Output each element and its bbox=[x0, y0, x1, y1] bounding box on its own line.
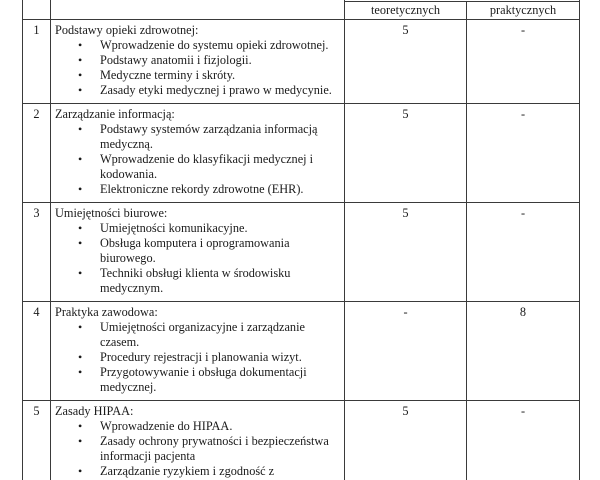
list-item-text: Medyczne terminy i skróty. bbox=[100, 68, 236, 82]
row-topic-cell bbox=[51, 104, 345, 203]
bullet-icon: • bbox=[78, 434, 83, 448]
list-item-text: Procedury rejestracji i planowania wizyt. bbox=[100, 350, 302, 364]
row-number: 1 bbox=[33, 23, 40, 37]
list-item bbox=[78, 122, 340, 152]
list-item-text: Zasady etyki medycznej i prawo w medycynie. bbox=[100, 83, 332, 97]
header-topic-cell bbox=[51, 0, 345, 20]
list-item-text: Umiejętności organizacyjne i zarządzanie czasem. bbox=[100, 320, 305, 349]
row-theory-hours: 5 bbox=[402, 23, 409, 37]
table-row bbox=[23, 401, 580, 480]
list-item bbox=[78, 419, 340, 434]
list-item bbox=[78, 434, 340, 464]
row-theory-cell bbox=[345, 20, 467, 104]
row-topic-title: Zarządzanie informacją: bbox=[55, 107, 175, 121]
table-row bbox=[23, 104, 580, 203]
list-item bbox=[78, 83, 340, 98]
syllabus-table bbox=[22, 0, 580, 480]
row-theory-hours: 5 bbox=[402, 404, 409, 418]
row-practice-cell bbox=[467, 20, 580, 104]
row-topic-list bbox=[55, 122, 340, 197]
row-topic-list bbox=[55, 221, 340, 296]
bullet-icon: • bbox=[78, 350, 83, 364]
table-header bbox=[23, 0, 580, 20]
header-practice-cell bbox=[467, 2, 580, 20]
bullet-icon: • bbox=[78, 182, 83, 196]
bullet-icon: • bbox=[78, 236, 83, 250]
list-item bbox=[78, 152, 340, 182]
list-item-text: Podstawy systemów zarządzania informacją medyczną. bbox=[100, 122, 318, 151]
row-topic-cell bbox=[51, 401, 345, 480]
bullet-icon: • bbox=[78, 83, 83, 97]
row-number-cell bbox=[23, 20, 51, 104]
list-item-text: Przygotowywanie i obsługa dokumentacji medycznej. bbox=[100, 365, 307, 394]
row-topic-cell bbox=[51, 203, 345, 302]
bullet-icon: • bbox=[78, 266, 83, 280]
list-item bbox=[78, 221, 340, 236]
row-theory-cell bbox=[345, 401, 467, 480]
row-theory-hours: 5 bbox=[402, 206, 409, 220]
row-practice-hours: 8 bbox=[519, 305, 527, 319]
row-practice-cell bbox=[467, 401, 580, 480]
list-item bbox=[78, 320, 340, 350]
bullet-icon: • bbox=[78, 122, 83, 136]
row-practice-cell bbox=[467, 302, 580, 401]
table-row bbox=[23, 302, 580, 401]
table-row bbox=[23, 20, 580, 104]
bullet-icon: • bbox=[78, 68, 83, 82]
row-practice-hours: - bbox=[520, 23, 526, 37]
row-number: 2 bbox=[33, 107, 40, 121]
row-practice-cell bbox=[467, 104, 580, 203]
list-item-text: Wprowadzenie do klasyfikacji medycznej i kodowania. bbox=[100, 152, 314, 181]
header-number-cell bbox=[23, 0, 51, 20]
row-practice-hours: - bbox=[520, 404, 526, 418]
list-item bbox=[78, 350, 340, 365]
row-theory-cell bbox=[345, 104, 467, 203]
row-number-cell bbox=[23, 302, 51, 401]
row-theory-cell bbox=[345, 203, 467, 302]
bullet-icon: • bbox=[78, 419, 83, 433]
list-item bbox=[78, 365, 340, 395]
header-practice-label: praktycznych bbox=[489, 3, 557, 17]
list-item-text: Zasady ochrony prywatności i bezpieczeństwa informacji pacjenta bbox=[100, 434, 329, 463]
row-number-cell bbox=[23, 104, 51, 203]
row-topic-title: Zasady HIPAA: bbox=[55, 404, 134, 418]
list-item bbox=[78, 68, 340, 83]
row-topic-title: Praktyka zawodowa: bbox=[55, 305, 158, 319]
row-topic-list bbox=[55, 320, 340, 395]
bullet-icon: • bbox=[78, 221, 83, 235]
row-topic-list bbox=[55, 38, 340, 98]
bullet-icon: • bbox=[78, 365, 83, 379]
list-item bbox=[78, 464, 340, 479]
list-item-text: Zarządzanie ryzykiem i zgodność z bbox=[100, 464, 275, 478]
list-item-text: Umiejętności komunikacyjne. bbox=[100, 221, 248, 235]
row-topic-list bbox=[55, 419, 340, 479]
row-number-cell bbox=[23, 203, 51, 302]
row-practice-cell bbox=[467, 203, 580, 302]
header-theory-cell bbox=[345, 2, 467, 20]
row-topic-title: Podstawy opieki zdrowotnej: bbox=[55, 23, 199, 37]
list-item bbox=[78, 266, 340, 296]
bullet-icon: • bbox=[78, 464, 83, 478]
bullet-icon: • bbox=[78, 53, 83, 67]
row-topic-cell bbox=[51, 302, 345, 401]
list-item bbox=[78, 53, 340, 68]
list-item bbox=[78, 236, 340, 266]
row-number: 4 bbox=[33, 305, 40, 319]
list-item-text: Podstawy anatomii i fizjologii. bbox=[100, 53, 252, 67]
list-item-text: Wprowadzenie do systemu opieki zdrowotnej. bbox=[100, 38, 329, 52]
row-number-cell bbox=[23, 401, 51, 480]
list-item bbox=[78, 182, 340, 197]
table-row bbox=[23, 203, 580, 302]
list-item-text: Techniki obsługi klienta w środowisku medycznym. bbox=[100, 266, 291, 295]
list-item bbox=[78, 38, 340, 53]
row-practice-hours: - bbox=[520, 107, 526, 121]
bullet-icon: • bbox=[78, 38, 83, 52]
header-theory-label: teoretycznych bbox=[371, 3, 440, 17]
row-theory-cell bbox=[345, 302, 467, 401]
list-item-text: Obsługa komputera i oprogramowania biurowego. bbox=[100, 236, 290, 265]
bullet-icon: • bbox=[78, 320, 83, 334]
list-item-text: Elektroniczne rekordy zdrowotne (EHR). bbox=[100, 182, 304, 196]
table-body bbox=[23, 20, 580, 480]
row-number: 3 bbox=[33, 206, 40, 220]
bullet-icon: • bbox=[78, 152, 83, 166]
list-item-text: Wprowadzenie do HIPAA. bbox=[100, 419, 233, 433]
row-number: 5 bbox=[33, 404, 40, 418]
row-topic-cell bbox=[51, 20, 345, 104]
row-topic-title: Umiejętności biurowe: bbox=[55, 206, 168, 220]
row-theory-hours: 5 bbox=[402, 107, 409, 121]
row-theory-hours: - bbox=[403, 305, 408, 319]
row-practice-hours: - bbox=[520, 206, 526, 220]
